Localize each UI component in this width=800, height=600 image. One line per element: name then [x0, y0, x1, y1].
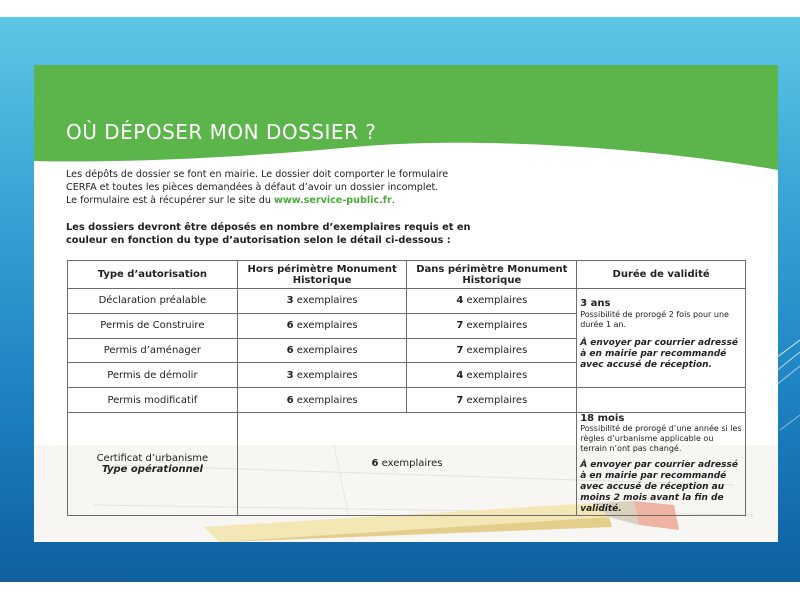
validity2-note: Possibilité de prorogé d’une année si les règles d’urbanisme applicable ou terrain n’ont pas changé. — [580, 423, 742, 453]
dans-count: 4 — [456, 369, 464, 381]
validity-18-mois — [577, 412, 746, 515]
row-hors — [237, 363, 407, 388]
certificat-label: exemplaires — [378, 458, 443, 470]
hors-count: 6 — [286, 394, 294, 406]
page-title: OÙ DÉPOSER MON DOSSIER ? — [66, 120, 377, 144]
table-header-row — [68, 261, 746, 289]
hors-count: 3 — [286, 295, 294, 307]
hors-label: exemplaires — [293, 344, 358, 356]
intro-line-1: Les dépôts de dossier se font en mairie. Le dossier doit comporter le formulaire — [66, 169, 449, 180]
hors-label: exemplaires — [293, 320, 358, 332]
hors-count: 3 — [286, 369, 294, 381]
intro-end: . — [391, 195, 395, 206]
row-hors — [237, 289, 407, 314]
service-public-link[interactable]: www.service-public.fr — [274, 195, 392, 206]
dans-count: 7 — [456, 344, 464, 356]
row-dans — [407, 388, 577, 413]
dans-label: exemplaires — [463, 344, 528, 356]
row-dans — [407, 289, 577, 314]
row-type: Permis d’aménager — [68, 338, 238, 363]
row-hors — [237, 388, 407, 413]
header-type: Type d’autorisation — [68, 261, 238, 289]
validity-note: Possibilité de prorogé 2 fois pour une durée 1 an. — [580, 310, 729, 329]
validity2-title: 18 mois — [580, 412, 625, 424]
validity2-warning: À envoyer par courrier adressé à en mairie par recommandé avec accusé de réception au moins 2 mois avant la fin de validité. — [580, 459, 738, 514]
certificat-count: 6 — [371, 458, 379, 470]
hors-label: exemplaires — [293, 369, 358, 381]
row-dans — [407, 313, 577, 338]
dans-count: 4 — [456, 295, 464, 307]
empty-validity-cell — [577, 388, 746, 413]
certificat-type: Certificat d’urbanisme — [96, 452, 209, 464]
hors-count: 6 — [286, 344, 294, 356]
hors-label: exemplaires — [293, 295, 358, 307]
dans-count: 7 — [456, 394, 464, 406]
table-row — [68, 388, 746, 413]
slide-card — [34, 65, 778, 542]
row-dans — [407, 338, 577, 363]
row-type: Déclaration préalable — [68, 289, 238, 314]
dans-label: exemplaires — [463, 320, 528, 332]
dans-label: exemplaires — [463, 369, 528, 381]
row-hors — [237, 313, 407, 338]
intro-line-3: Le formulaire est à récupérer sur le site du — [66, 195, 275, 206]
validity-warning: À envoyer par courrier adressé à en mairie par recommandé avec accusé de réception. — [580, 338, 738, 370]
table-row — [68, 289, 746, 314]
row-type: Permis de Construire — [68, 313, 238, 338]
top-margin — [0, 0, 800, 17]
intro-line-2: CERFA et toutes les pièces demandées à défaut d’avoir un dossier incomplet. — [66, 182, 439, 193]
intro-paragraph — [66, 168, 486, 207]
validity-3-ans — [577, 289, 746, 388]
dans-count: 7 — [456, 320, 464, 332]
header-dans: Dans périmètre Monument Historique — [407, 261, 577, 289]
header-hors: Hors périmètre Monument Historique — [237, 261, 407, 289]
row-type: Permis de démolir — [68, 363, 238, 388]
hors-label: exemplaires — [293, 394, 358, 406]
row-dans — [407, 363, 577, 388]
certificat-subtype: Type opérationnel — [101, 463, 203, 475]
dans-label: exemplaires — [463, 394, 528, 406]
instructions-paragraph: Les dossiers devront être déposés en nombre d’exemplaires requis et en couleur en fonction du type d’autorisation selon le détail ci-dessous : — [66, 222, 471, 246]
certificat-type-cell — [68, 412, 238, 515]
table-row-certificat — [68, 412, 746, 515]
certificat-count-cell — [237, 412, 576, 515]
row-type: Permis modificatif — [68, 388, 238, 413]
dans-label: exemplaires — [463, 295, 528, 307]
bottom-margin — [0, 582, 800, 600]
hors-count: 6 — [286, 320, 294, 332]
authorization-table — [67, 260, 746, 516]
row-hors — [237, 338, 407, 363]
validity-title: 3 ans — [580, 298, 611, 309]
header-validite: Durée de validité — [577, 261, 746, 289]
